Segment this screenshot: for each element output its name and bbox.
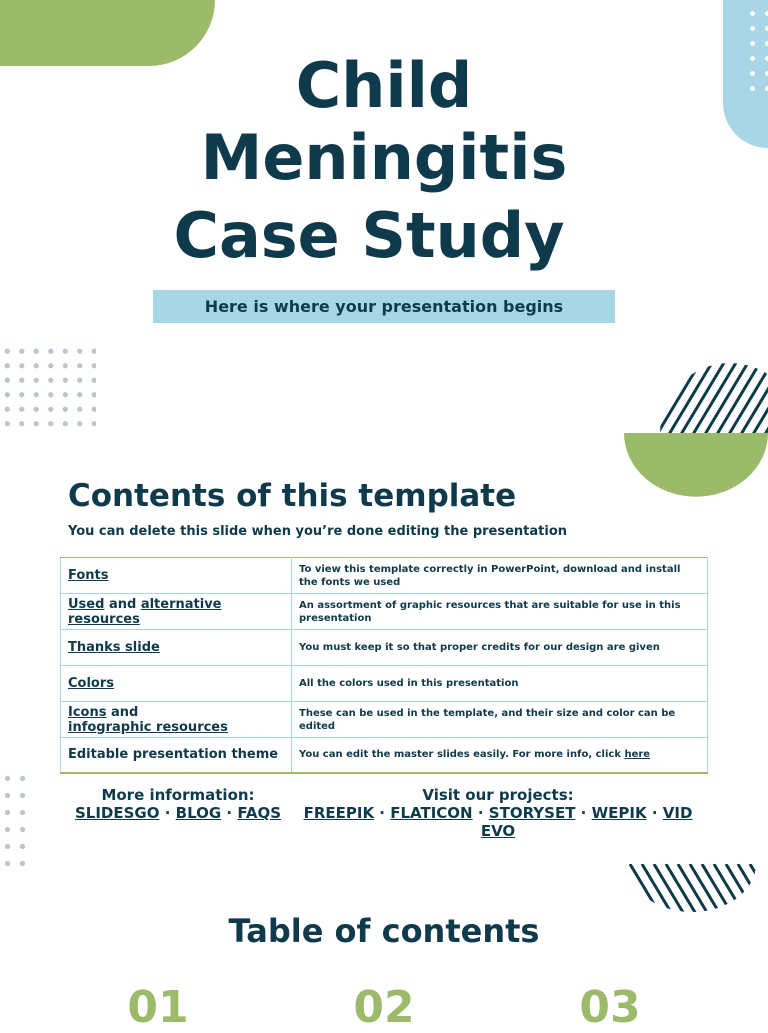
section-number: 03 [579,982,641,1033]
row-name-text: Editable presentation theme [61,738,292,773]
flaticon-link[interactable]: FLATICON [390,804,473,822]
decorative-striped-semicircle [628,864,756,914]
decorative-dots [0,344,96,428]
used-link[interactable]: Used [68,596,105,612]
freepik-link[interactable]: FREEPIK [303,804,375,822]
storyset-link[interactable]: STORYSET [488,804,576,822]
thanks-slide-link[interactable]: Thanks slide [68,640,160,655]
row-description: You must keep it so that proper credits for our design are given [292,630,708,666]
table-row [61,630,708,666]
table-row [61,666,708,702]
more-information-heading: More information: [101,786,255,804]
resources-link[interactable]: resources [68,611,140,627]
decorative-striped-semicircle [620,346,768,498]
alternative-link[interactable]: alternative [140,596,222,612]
row-description: You can edit the master slides easily. For more info, click [299,749,621,761]
colors-link[interactable]: Colors [68,676,115,691]
evo-link[interactable]: EVO [480,822,516,840]
contents-table [60,557,708,774]
row-name-text: and [108,596,137,612]
section-number: 02 [353,982,415,1033]
here-link[interactable]: here [624,749,651,761]
table-row [61,558,708,594]
row-description: An assortment of graphic resources that are suitable for use in this presentation [292,594,708,630]
icons-link[interactable]: Icons [68,704,107,720]
wepik-link[interactable]: WEPIK [591,804,647,822]
infographic-resources-link[interactable]: infographic resources [68,719,228,735]
cover-title-line: Case Study [173,199,565,272]
table-row [61,702,708,738]
row-name-text: and [111,704,139,720]
more-information-block: More information: SLIDESGO · BLOG · FAQS [62,786,294,822]
table-row [61,738,708,773]
projects-heading: Visit our projects: [422,786,574,804]
cover-title-line: Child [295,49,473,122]
fonts-link[interactable]: Fonts [68,568,109,583]
projects-block: Visit our projects: FREEPIK · FLATICON · STORYSET · WEPIK · VID EVO [298,786,698,840]
cover-subtitle: Here is where your presentation begins [153,290,615,323]
slidesgo-link[interactable]: SLIDESGO [74,804,160,822]
row-description: To view this template correctly in PowerPoint, download and install the fonts we used [292,558,708,594]
row-description: These can be used in the template, and their size and color can be edited [292,702,708,738]
row-description: All the colors used in this presentation [292,666,708,702]
section-number: 01 [127,982,189,1033]
cover-title-line: Meningitis [200,121,568,194]
table-row [61,594,708,630]
contents-title: Contents of this template [68,478,517,514]
toc-title: Table of contents [228,912,540,950]
blog-link[interactable]: BLOG [175,804,222,822]
vid-link[interactable]: VID [662,804,693,822]
contents-subtitle: You can delete this slide when you’re done editing the presentation [68,524,568,539]
decorative-dots [0,770,30,870]
faqs-link[interactable]: FAQS [237,804,282,822]
